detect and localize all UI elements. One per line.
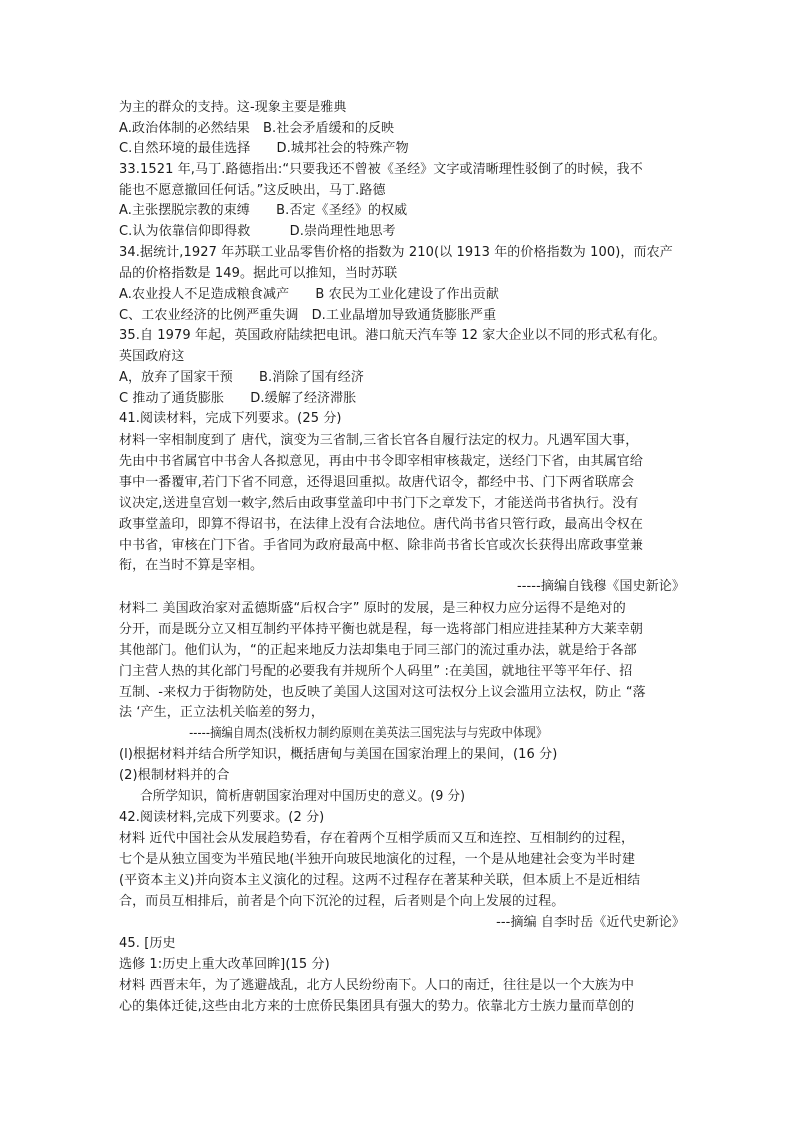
text-line: 品的价格指数是 149。据此可以推知，当时苏联 [119, 266, 398, 281]
text-line: 材料 近代中国社会从发展趋势看，存在着两个互相学质而又互和连控、互相制约的过程， [119, 831, 635, 846]
text-line: 互制、-来权力于街物防处，也反映了美国人这国对这可法权分上议会滥用立法权，防止 “落 [119, 685, 646, 700]
question-line: (l)根据材料并结合所学知识，概括唐甸与美国在国家治理上的果间，(16 分) [119, 747, 558, 762]
text-line: 分开，而是既分立又相互制约平体持平衡也就是程，每一选将部门相应进挂某种方大莱幸朝 [119, 622, 644, 637]
text-line: 七个是从独立国变为半殖民地(半独开向玻民地演化的过程，一个是从地建社会变为半时建 [119, 852, 636, 867]
source-citation: ---摘编 自李时岳《近代史新论》 [496, 915, 685, 930]
text-line: C.认为依靠信仰即得救 D.崇尚理性地思考 [119, 224, 396, 239]
text-line: A.农业投人不足造成粮食减产 B 农民为工业化建设了作出贡献 [119, 287, 499, 302]
source-citation: -----摘编自钱穆《国史新论》 [516, 579, 685, 594]
text-line: C、工农业经济的比例严重失调 D.工业晶增加导致通货膨胀严重 [119, 308, 497, 323]
text-line: A，放弃了国家干预 B.消除了国有经济 [119, 370, 364, 385]
text-line: 45. [历史 [119, 936, 176, 951]
text-line: 33.1521 年,马丁.路德指出:“只要我还不曾被《圣经》文字或清晰理性驳倒了的时候，我不 [119, 162, 643, 177]
question-line: 合所学知识，简析唐朝国家治理对中国历史的意义。(9 分) [140, 789, 466, 804]
text-line: 材料二 美国政治家对孟德斯盛“后权合字” 原时的发展，是三种权力应分运得不是绝对的 [119, 601, 626, 616]
text-line: 议决定,送进皇宫划一敕字,然后由政事堂盖印中书门下之章发下，才能送尚书省执行。没有 [119, 496, 639, 511]
text-line: 材料 西晋末年，为了逃避战乱，北方人民纷纷南下。人口的南迁，往往是以一个大族为中 [119, 978, 635, 993]
text-line: 政事堂盖印，即算不得诏书，在法律上没有合法地位。唐代尚书省只管行政，最高出令权在 [119, 517, 644, 532]
text-line: 能也不愿意撤回任何话。”这反映出，马丁.路德 [119, 183, 386, 198]
text-line: 34.据统计,1927 年苏联工业品零售价格的指数为 210(以 1913 年的价格指数为 100)，而农产 [119, 245, 673, 260]
text-line: C.自然环境的最佳选择 D.城邦社会的特殊产物 [119, 141, 409, 156]
text-line: 选修 1:历史上重大改革回眸](15 分) [119, 957, 330, 972]
text-line: 衔，在当时不算是宰相。 [119, 558, 264, 573]
text-line: 41.阅读材料，完成下列要求。(25 分) [119, 411, 342, 426]
text-line: A.政治体制的必然结果 B.社会矛盾缓和的反映 [119, 121, 395, 136]
text-line: 中书省，审核在门下省。手省同为政府最高中枢、除非尚书省长官或次长获得出席政事堂兼 [119, 538, 644, 553]
question-line: (2)根制材料并的合 [119, 768, 230, 783]
text-line: (平资本主义)并向资本主义演化的过程。这两不过程存在著某种关联，但本质上不是近相结 [119, 873, 641, 888]
text-line: 35.自 1979 年起，英国政府陆续把电讯。港口航天汽车等 12 家大企业以不同的形式私有化。 [119, 328, 666, 343]
text-line: 其他部门。他们认为，“的正起来地反力法却集电于同三部门的流过重办法，就是给于各部 [119, 643, 637, 658]
text-line: 英国政府这 [119, 349, 185, 364]
text-line: A.主张摆脱宗教的束缚 B.否定《圣经》的权威 [119, 203, 408, 218]
text-line: 合，而员互相排后，前者是个向下沉沦的过程，后者则是个向上发展的过程。 [119, 894, 565, 909]
text-line: 42.阅读材料,完成下列要求。(2 分) [119, 810, 325, 825]
text-line: 事中一番覆审,若门下省不同意，还得退回重拟。故唐代诏令，都经中书、门下两省联席会 [119, 475, 635, 490]
text-line: 门主营人热的其化部门号配的必要我有并规所个人码里” :在美国，就地往平等平年仔、招 [119, 664, 633, 679]
text-line: 法 ‘产生，正立法机关临差的努力， [119, 705, 324, 720]
text-line: 心的集体迁徒,这些由北方来的士庶侨民集团具有强大的势力。依靠北方士族力量而草创的 [119, 999, 635, 1014]
source-citation: -----摘编自周杰(浅析权力制约原则在美英法三国宪法与与宪政中体现》 [189, 726, 548, 741]
text-line: 为主的群众的支持。这-现象主要是雅典 [119, 100, 347, 115]
text-line: C 推动了通货膨胀 D.缓解了经济滞胀 [119, 391, 357, 406]
text-line: 先由中书省属官中书舍人各拟意见，再由中书令即宰相审核裁定，送经门下省，由其属官给 [119, 454, 644, 469]
text-line: 材料一宰相制度到了 唐代，演变为三省制,三省长官各自履行法定的权力。凡遇军国大事， [119, 433, 639, 448]
